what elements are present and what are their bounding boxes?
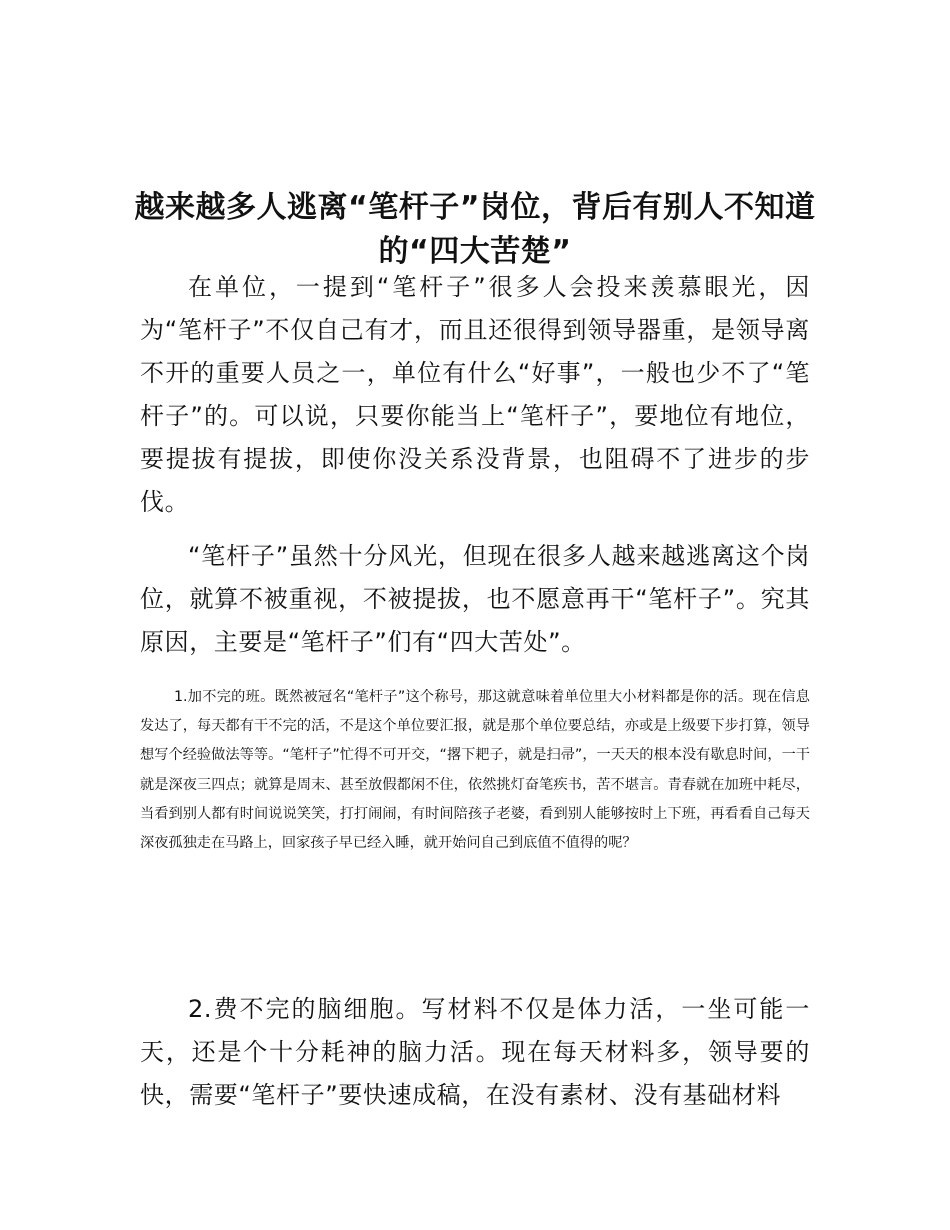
paragraph-point-2: 2.费不完的脑细胞。写材料不仅是体力活，一坐可能一天，还是个十分耗神的脑力活。现在每天材料多，领导要的快，需要“笔杆子”要快速成稿，在没有素材、没有基础材料 bbox=[140, 995, 810, 1109]
paragraph-reasons: “笔杆子”虽然十分风光，但现在很多人越来越逃离这个岗位，就算不被重视，不被提拔，也不愿意再干“笔杆子”。究其原因，主要是“笔杆子”们有“四大苦处”。 bbox=[140, 542, 810, 656]
paragraph-point-1: 1.加不完的班。既然被冠名“笔杆子”这个称号，那这就意味着单位里大小材料都是你的活。现在信息发达了，每天都有干不完的活，不是这个单位要汇报，就是那个单位要总结，亦或是上级要下步打算，领导想写个经验做法等等。“笔杆子”忙得不可开交，“撂下耙子，就是扫帚”，一天天的根本没有歇息时间，一干就是深夜三四点；就算是周末、甚至放假都闲不住，依然挑灯奋笔疾书，苦不堪言。青春就在加班中耗尽，当看到别人都有时间说说笑笑，打打闹闹，有时间陪孩子老婆，看到别人能够按时上下班，再看看自己每天深夜孤独走在马路上，回家孩子早已经入睡，就开始问自己到底值不值得的呢？ bbox=[140, 689, 810, 852]
document-title: 越来越多人逃离“笔杆子”岗位，背后有别人不知道的“四大苦楚” bbox=[134, 190, 816, 270]
paragraph-intro: 在单位，一提到“笔杆子”很多人会投来羡慕眼光，因为“笔杆子”不仅自己有才，而且还很得到领导器重，是领导离不开的重要人员之一，单位有什么“好事”，一般也少不了“笔杆子”的。可以说，只要你能当上“笔杆子”，要地位有地位，要提拔有提拔，即使你没关系没背景，也阻碍不了进步的步伐。 bbox=[140, 273, 810, 516]
